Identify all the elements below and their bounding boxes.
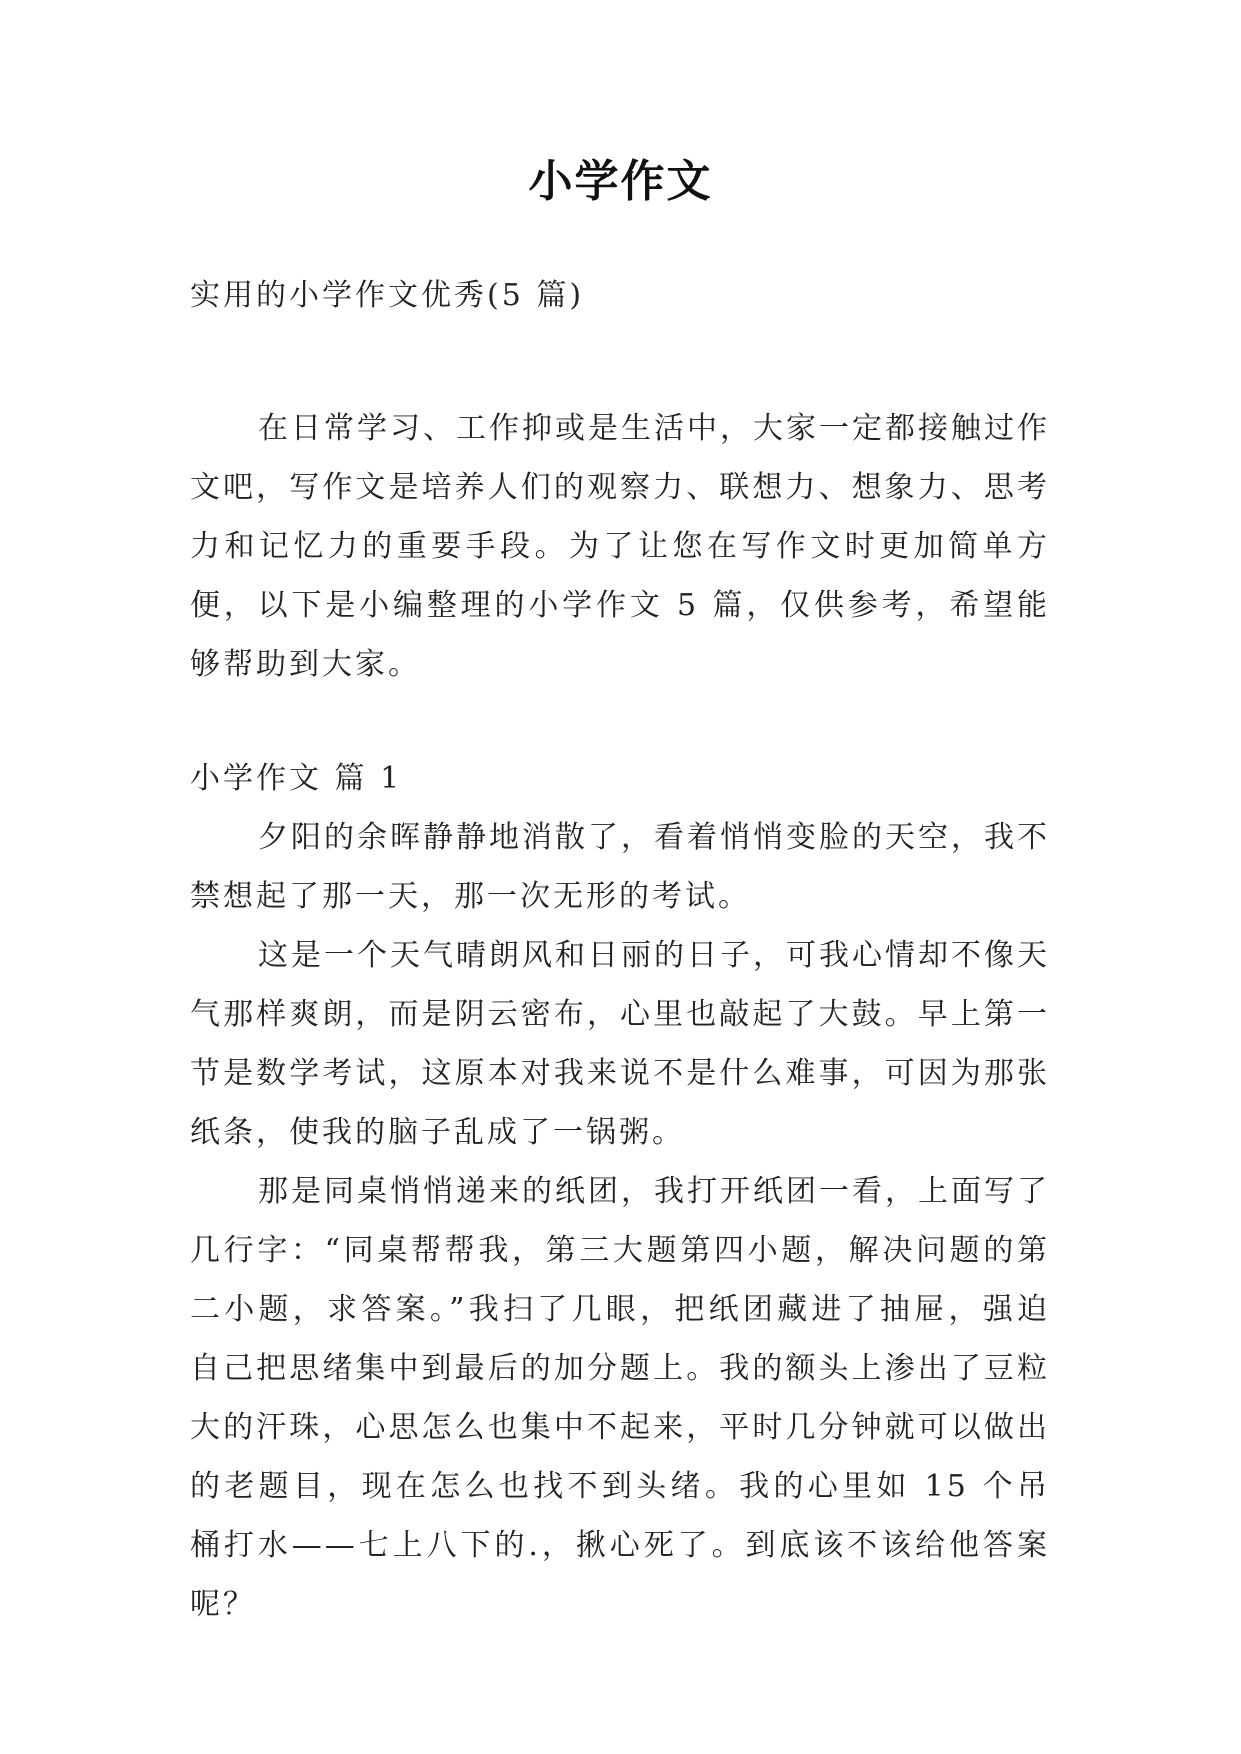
essay-section	[190, 749, 1050, 1634]
section-heading: 小学作文 篇 1	[190, 761, 403, 796]
essay-paragraph: 夕阳的余晖静静地消散了，看着悄悄变脸的天空，我不禁想起了那一天，那一次无形的考试。	[190, 820, 1050, 914]
intro-section	[190, 399, 1050, 694]
document-subtitle: 实用的小学作文优秀(5 篇)	[190, 278, 585, 313]
document-title: 小学作文	[528, 156, 713, 207]
essay-paragraph: 那是同桌悄悄递来的纸团，我打开纸团一看，上面写了几行字：“同桌帮帮我，第三大题第四小题，解决问题的第二小题，求答案。”我扫了几眼，把纸团藏进了抽屉，强迫自己把思绪集中到最后的加分题上。我的额头上渗出了豆粒大的汗珠，心思怎么也集中不起来，平时几分钟就可以做出的老题目，现在怎么也找不到头绪。我的心里如 15 个吊桶打水——七上八下的.，揪心死了。到底该不该给他答案呢？	[190, 1174, 1050, 1622]
essay-paragraph: 这是一个天气晴朗风和日丽的日子，可我心情却不像天气那样爽朗，而是阴云密布，心里也敲起了大鼓。早上第一节是数学考试，这原本对我来说不是什么难事，可因为那张纸条，使我的脑子乱成了一锅粥。	[190, 938, 1050, 1150]
intro-paragraph: 在日常学习、工作抑或是生活中，大家一定都接触过作文吧，写作文是培养人们的观察力、联想力、想象力、思考力和记忆力的重要手段。为了让您在写作文时更加简单方便，以下是小编整理的小学作文 5 篇，仅供参考，希望能够帮助到大家。	[190, 411, 1050, 682]
